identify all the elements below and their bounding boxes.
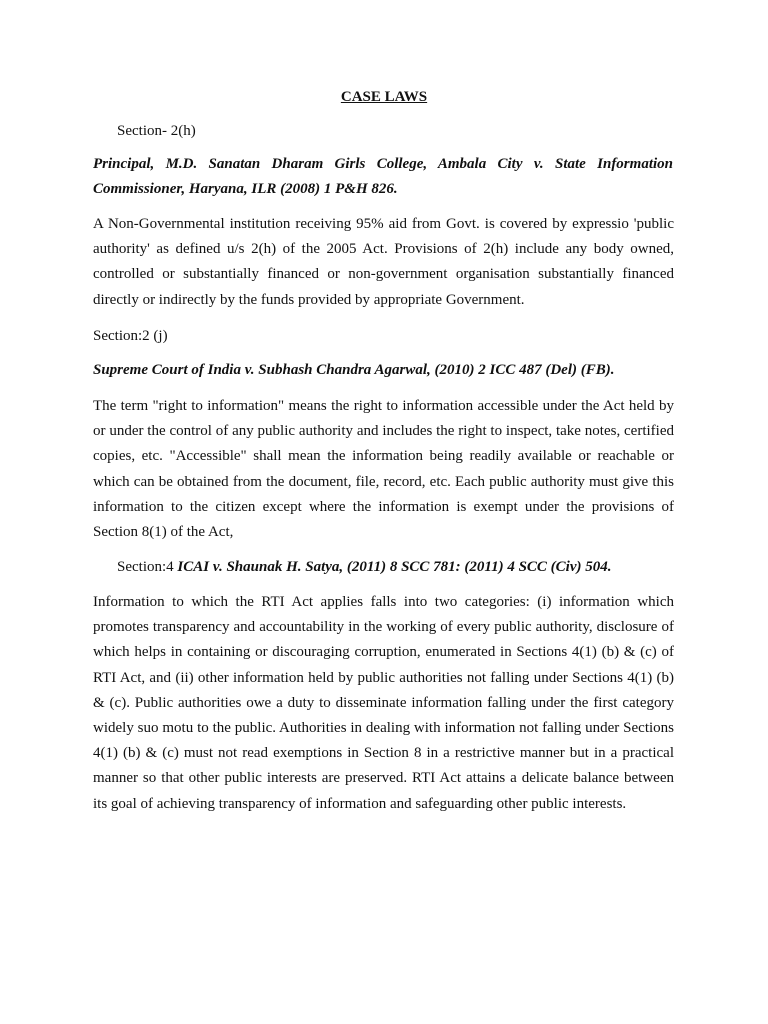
section-label-4: Section:4 bbox=[117, 559, 174, 575]
case-summary-2j: The term "right to information" means the right to information accessible under the Act held by or under the control of any public authority and includes the right to inspect, take notes, certified copies, etc. "Accessible" shall mean the information being readily available or reachable or which can be obtained from the document, file, record, etc. Each public authority must give this information to the citizen except where the information is exempt under the provisions of Section 8(1) of the Act, bbox=[93, 398, 674, 541]
case-summary-4: Information to which the RTI Act applies falls into two categories: (i) information which promotes transparency and accountability in the working of every public authority, disclosure of which helps in containing or discouraging corruption, enumerated in Sections 4(1) (b) & (c) of RTI Act, and (ii) other information held by public authorities not falling under Sections 4(1) (b) & (c). Public authorities owe a duty to disseminate information falling under the first category widely suo motu to the public. Authorities in dealing with information not falling under Sections 4(1) (b) & (c) must not read exemptions in Section 8 in a restrictive manner but in a practical manner so that other public interests are preserved. RTI Act attains a delicate balance between its goal of achieving transparency of information and safeguarding other public interests. bbox=[93, 594, 674, 812]
section-label-2h: Section- 2(h) bbox=[117, 123, 196, 139]
section-heading-4 bbox=[117, 557, 612, 577]
case-summary-2h: A Non-Governmental institution receiving 95% aid from Govt. is covered by expressio 'public authority' as defined u/s 2(h) of the 2005 Act. Provisions of 2(h) include any body owned, controlled or substantially financed or non-government organisation substantially financed directly or indirectly by the funds provided by appropriate Government. bbox=[93, 216, 674, 308]
page-title: CASE LAWS bbox=[340, 89, 428, 105]
case-title-2h: Principal, M.D. Sanatan Dharam Girls College, Ambala City v. State Information Commissioner, Haryana, ILR (2008) 1 P&H 826. bbox=[93, 156, 673, 197]
case-title-2j: Supreme Court of India v. Subhash Chandra Agarwal, (2010) 2 ICC 487 (Del) (FB). bbox=[93, 362, 615, 378]
section-label-2j: Section:2 (j) bbox=[93, 328, 168, 344]
case-title-4: ICAI v. Shaunak H. Satya, (2011) 8 SCC 781: (2011) 4 SCC (Civ) 504. bbox=[177, 559, 612, 575]
